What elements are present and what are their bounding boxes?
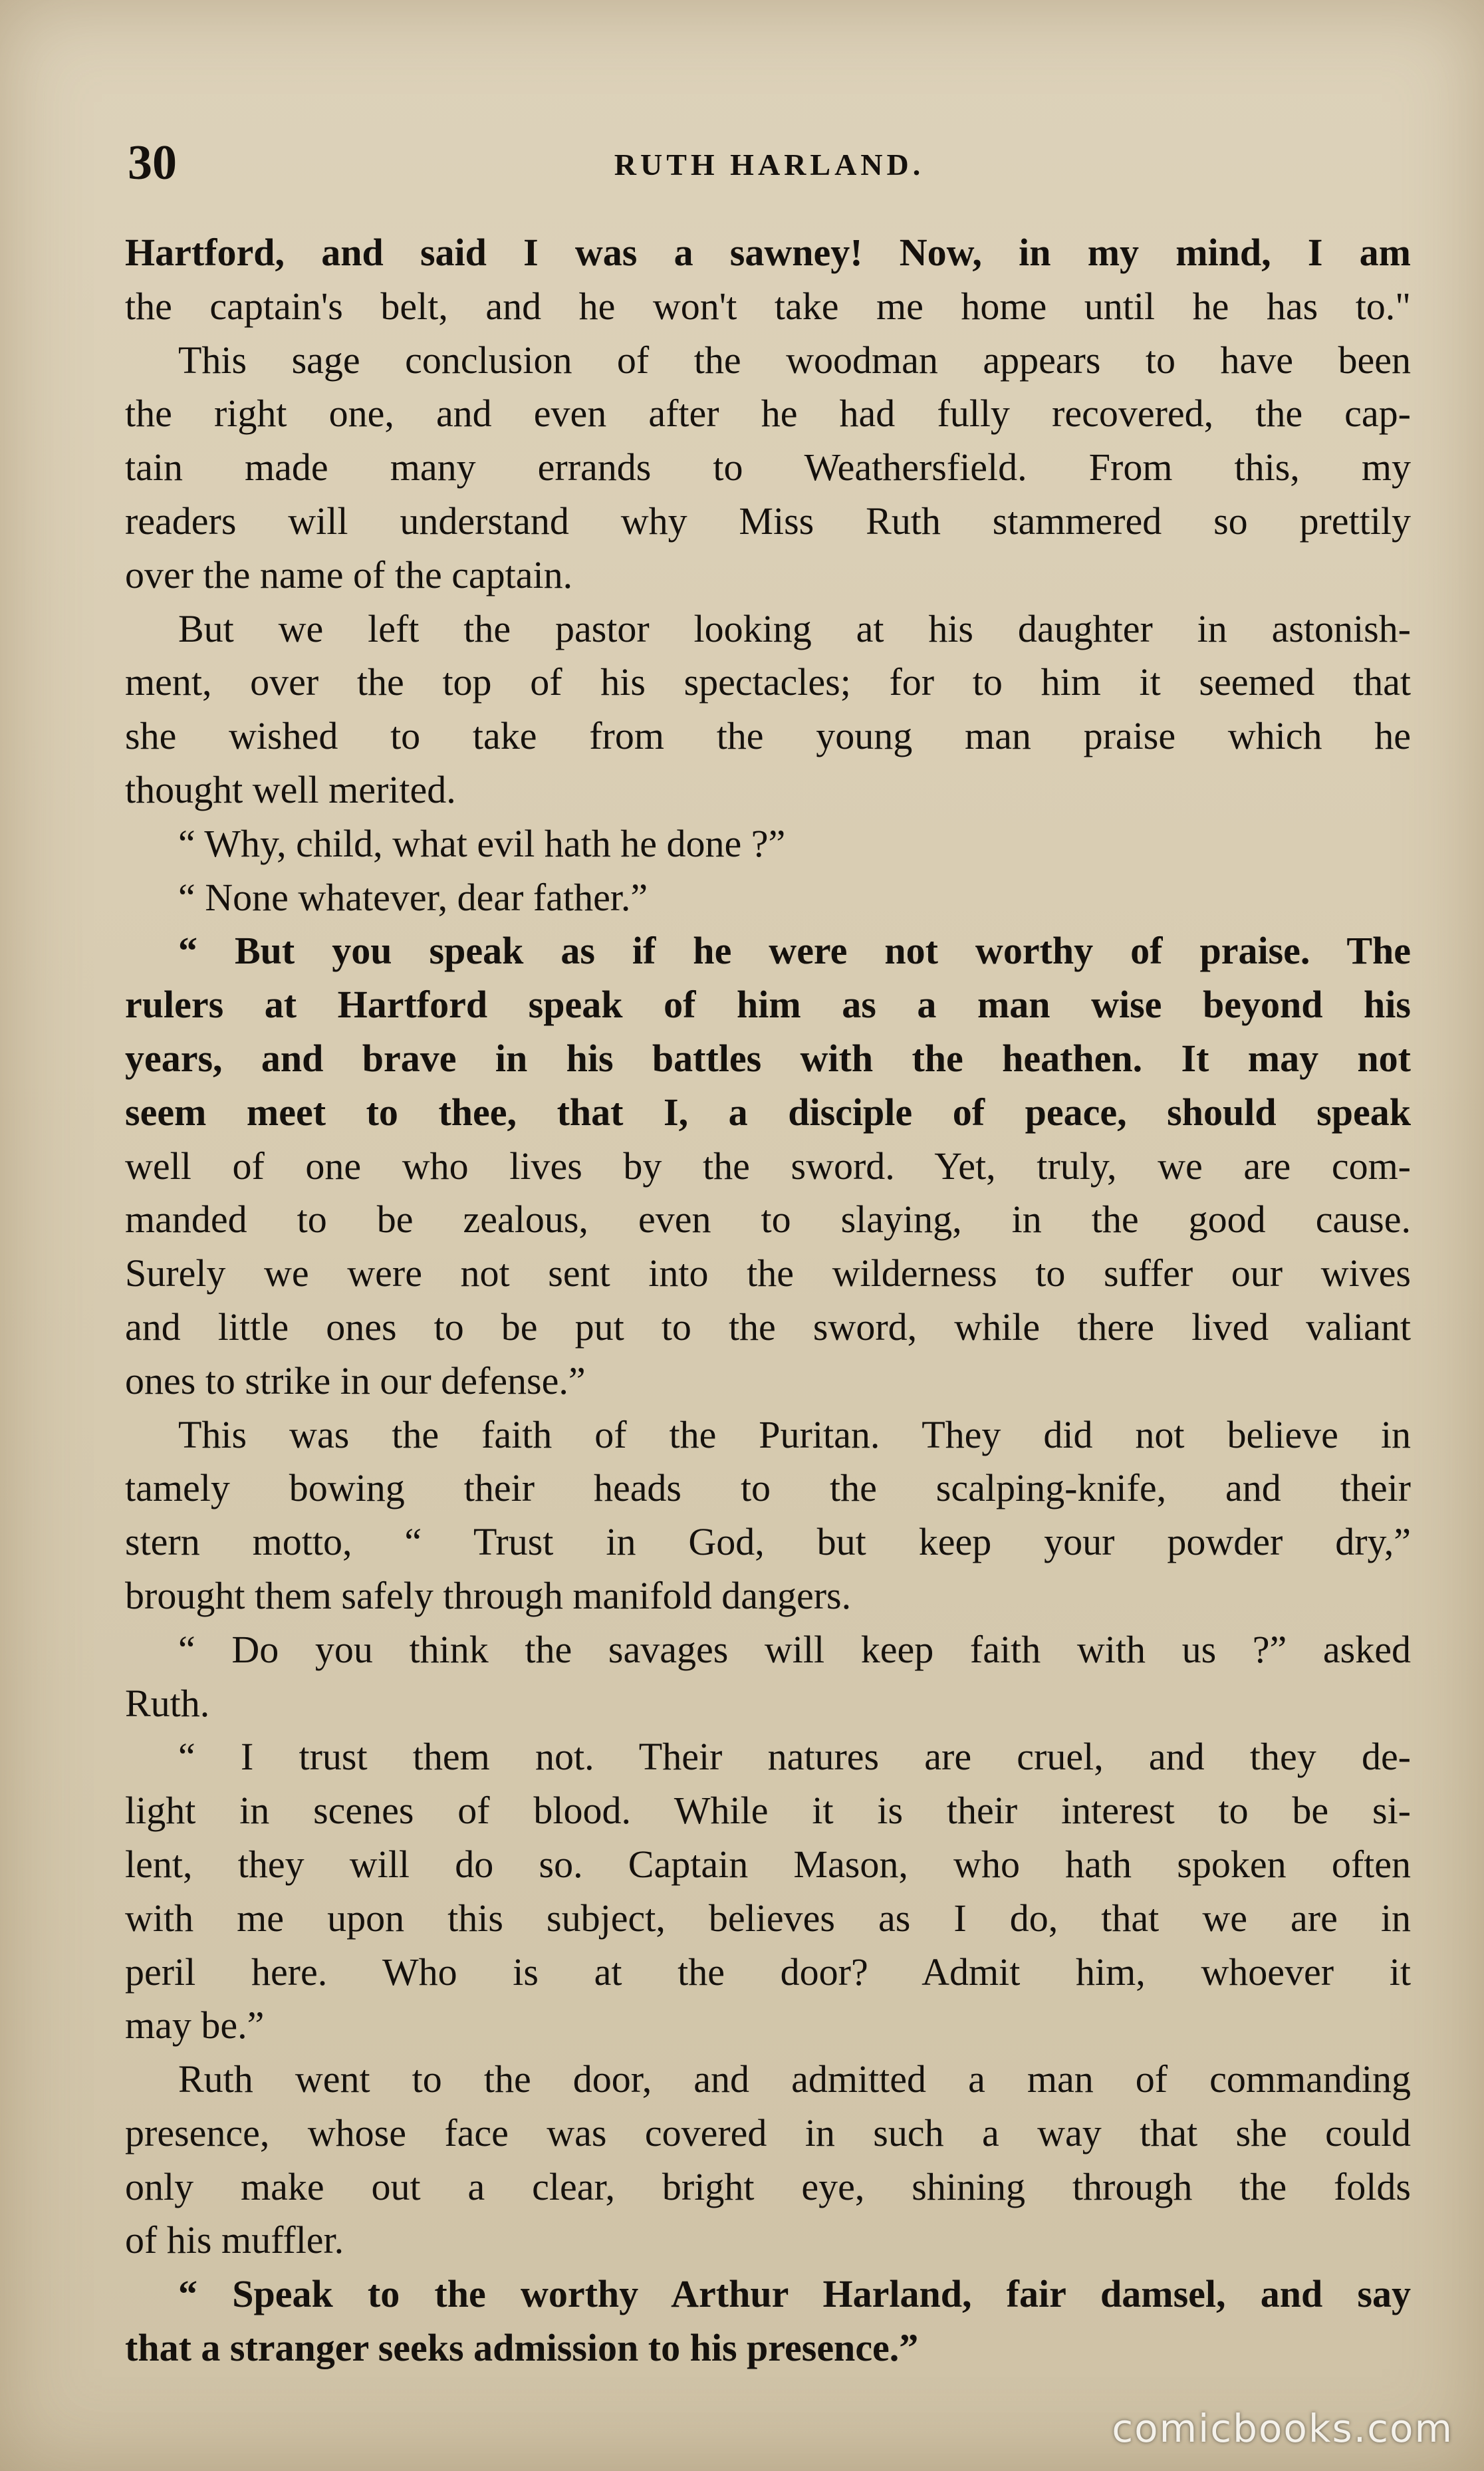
text-line: manded to be zealous, even to slaying, in the good cause. — [125, 1198, 1411, 1241]
text-line: This was the faith of the Puritan. They did not believe in — [178, 1412, 1411, 1456]
text-line: ones to strike in our defense.” — [125, 1359, 586, 1402]
text-line: tain made many errands to Weathersfield. From this, my — [125, 446, 1411, 489]
text-line: Surely we were not sent into the wilderness to suffer our wives — [125, 1251, 1411, 1295]
text-line: over the name of the captain. — [125, 553, 573, 596]
text-line: years, and brave in his battles with the heathen. It may not — [125, 1036, 1411, 1080]
text-line: with me upon this subject, believes as I do, that we are in — [125, 1896, 1411, 1940]
text-line: the captain's belt, and he won't take me home until he has to." — [125, 284, 1411, 328]
running-head: RUTH HARLAND. — [614, 148, 925, 182]
text-line: well of one who lives by the sword. Yet, truly, we are com- — [125, 1144, 1411, 1188]
text-line: Ruth. — [125, 1681, 210, 1725]
text-line: “ But you speak as if he were not worthy of praise. The — [178, 929, 1411, 973]
body-text — [125, 226, 1411, 2375]
text-line: But we left the pastor looking at his daughter in astonish- — [178, 606, 1411, 650]
text-line: “ Why, child, what evil hath he done ?” — [178, 821, 786, 865]
text-line: This sage conclusion of the woodman appears to have been — [178, 338, 1411, 382]
text-line: seem meet to thee, that I, a disciple of peace, should speak — [125, 1090, 1411, 1134]
text-line: “ I trust them not. Their natures are cruel, and they de- — [178, 1735, 1411, 1779]
watermark: comicbooks.com — [1112, 2406, 1453, 2451]
text-line: “ Do you think the savages will keep faith with us ?” asked — [178, 1627, 1411, 1671]
text-line: “ Speak to the worthy Arthur Harland, fair damsel, and say — [178, 2272, 1411, 2316]
text-line: may be.” — [125, 2004, 265, 2047]
text-line: of his muffler. — [125, 2218, 344, 2262]
page-header — [128, 133, 1411, 193]
text-line: the right one, and even after he had fully recovered, the cap- — [125, 392, 1411, 436]
text-line: that a stranger seeks admission to his presence.” — [125, 2326, 919, 2370]
text-line: “ None whatever, dear father.” — [178, 875, 648, 919]
text-line: ment, over the top of his spectacles; for to him it seemed that — [125, 660, 1411, 704]
text-line: rulers at Hartford speak of him as a man wise beyond his — [125, 983, 1411, 1027]
text-line: peril here. Who is at the door? Admit him, whoever it — [125, 1950, 1411, 1994]
text-line: stern motto, “ Trust in God, but keep your powder dry,” — [125, 1520, 1411, 1564]
text-line: readers will understand why Miss Ruth stammered so prettily — [125, 499, 1411, 543]
text-line: and little ones to be put to the sword, while there lived valiant — [125, 1305, 1411, 1349]
text-line: thought well merited. — [125, 767, 456, 811]
text-line: brought them safely through manifold dangers. — [125, 1573, 852, 1617]
text-line: presence, whose face was covered in such a way that she could — [125, 2111, 1411, 2154]
text-line: only make out a clear, bright eye, shining through the folds — [125, 2164, 1411, 2208]
text-line: light in scenes of blood. While it is their interest to be si- — [125, 1789, 1411, 1833]
text-line: Hartford, and said I was a sawney! Now, in my mind, I am — [125, 231, 1411, 274]
text-line: tamely bowing their heads to the scalping-knife, and their — [125, 1466, 1411, 1510]
page-number: 30 — [128, 136, 177, 190]
text-line: lent, they will do so. Captain Mason, who hath spoken often — [125, 1842, 1411, 1886]
text-line: she wished to take from the young man praise which he — [125, 714, 1411, 758]
text-line: Ruth went to the door, and admitted a man of commanding — [178, 2057, 1411, 2101]
